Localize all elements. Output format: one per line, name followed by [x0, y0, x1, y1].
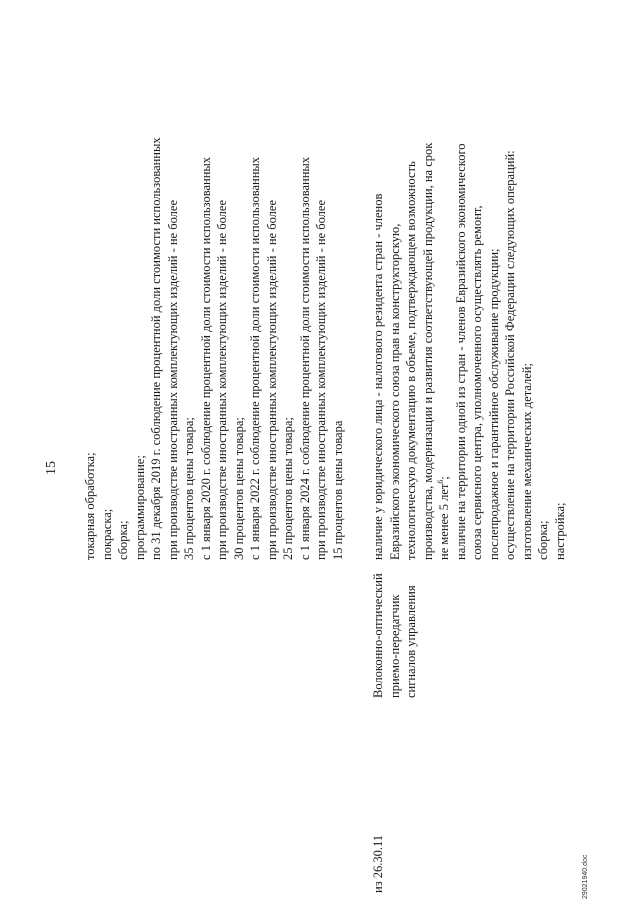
requirement-line: при производстве иностранных комплектующих изделий - не более: [264, 199, 279, 560]
requirement-line: при производстве иностранных комплектующих изделий - не более: [165, 199, 180, 560]
footnote-marker: 6: [435, 479, 445, 484]
requirement-text: не менее 5 лет: [437, 483, 451, 560]
requirement-line: настройка;: [552, 502, 567, 560]
requirement-line: 25 процентов цены товара;: [281, 417, 295, 560]
footnote-punct: ;: [437, 476, 451, 480]
product-code: из 26.30.11: [371, 834, 385, 893]
requirement-line: покраска;: [99, 508, 114, 560]
requirement-line: производства, модернизации и развития соответствующей продукции, на срок: [420, 142, 435, 560]
requirement-line: технологическую документацию в объеме, подтверждающем возможность: [404, 161, 418, 560]
requirement-line: сборка;: [536, 520, 550, 560]
requirement-line: 35 процентов цены товара;: [182, 417, 196, 560]
product-name-line: сигналов управления: [404, 585, 418, 698]
requirement-line: при производстве иностранных комплектующих изделий - не более: [314, 199, 328, 560]
requirement-line: союза сервисного центра, уполномоченного осуществлять ремонт,: [470, 205, 484, 560]
document-id-footer: 29021940.doc: [582, 854, 589, 899]
requirement-line: Евразийского экономического союза прав на конструкторскую,: [387, 223, 402, 560]
requirement-line: с 1 января 2024 г. соблюдение процентной доли стоимости использованных: [297, 156, 312, 560]
requirement-line: при производстве иностранных комплектующих изделий - не более: [215, 199, 229, 560]
product-name-line: приемо-передатчик: [387, 594, 402, 698]
requirement-line: токарная обработка;: [83, 452, 97, 560]
requirement-line: с 1 января 2020 г. соблюдение процентной доли стоимости использованных: [198, 156, 213, 560]
page-number: 15: [44, 461, 59, 475]
requirement-line: наличие на территории одной из стран - членов Евразийского экономического: [453, 143, 468, 560]
requirement-line: программирование;: [132, 455, 147, 560]
requirements-cell-row2: [370, 0, 568, 560]
requirement-line: по 31 декабря 2019 г. соблюдение процентной доли стоимости использованных: [149, 137, 163, 560]
requirement-line-with-footnote: [436, 0, 453, 560]
requirement-line: 15 процентов цены товара: [330, 420, 345, 560]
requirement-line: с 1 января 2022 г. соблюдение процентной доли стоимости использованных: [248, 156, 262, 560]
requirement-line: осуществление на территории Российской Федерации следующих операций:: [503, 150, 517, 560]
requirement-line: изготовление механических деталей;: [519, 363, 534, 560]
requirement-line: 30 процентов цены товара;: [231, 417, 246, 560]
requirement-line: сборка;: [116, 520, 130, 560]
product-name-cell: [370, 548, 420, 698]
product-name-line: Волоконно-оптический: [371, 573, 385, 698]
requirement-line: наличие у юридического лица - налогового резидента стран - членов: [371, 193, 385, 560]
requirement-line: послепродажное и гарантийное обслуживание продукции;: [486, 248, 501, 560]
requirements-cell-row1: [82, 0, 346, 560]
